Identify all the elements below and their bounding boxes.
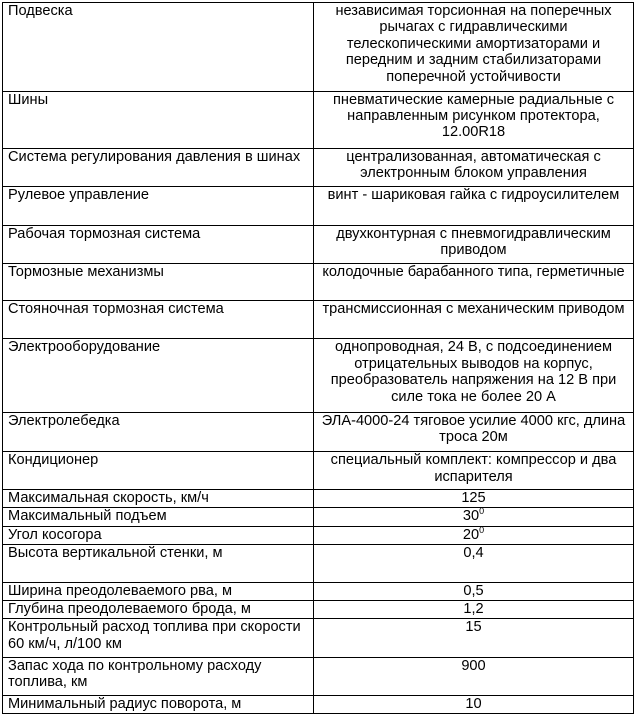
- table-row: [3, 225, 634, 263]
- table-row: [3, 490, 634, 508]
- param-cell: Контрольный расход топлива при скорости 60 км/ч, л/100 км: [3, 619, 314, 657]
- value-cell: пневматические камерные радиальные с направленным рисунком протектора, 12.00R18: [314, 91, 634, 148]
- table-row: [3, 657, 634, 695]
- table-row: [3, 301, 634, 339]
- value-cell: [314, 526, 634, 544]
- value-cell: 1,2: [314, 601, 634, 619]
- value-number: 20: [462, 526, 480, 543]
- param-cell: Тормозные механизмы: [3, 263, 314, 300]
- param-cell: Система регулирования давления в шинах: [3, 149, 314, 187]
- table-row: [3, 3, 634, 92]
- value-cell: 0,4: [314, 544, 634, 582]
- table-row: [3, 508, 634, 526]
- value-number: 30: [462, 508, 480, 525]
- param-cell: Угол косогора: [3, 526, 314, 544]
- param-cell: Подвеска: [3, 3, 314, 92]
- value-cell: винт - шариковая гайка с гидроусилителем: [314, 187, 634, 225]
- table-row: [3, 619, 634, 657]
- param-cell: Ширина преодолеваемого рва, м: [3, 583, 314, 601]
- value-cell: 900: [314, 657, 634, 695]
- value-cell: [314, 508, 634, 526]
- value-cell: колодочные барабанного типа, герметичные: [314, 263, 634, 300]
- param-cell: Рабочая тормозная система: [3, 225, 314, 263]
- value-cell: 10: [314, 695, 634, 713]
- param-cell: Максимальный подъем: [3, 508, 314, 526]
- table-row: [3, 412, 634, 451]
- param-cell: Высота вертикальной стенки, м: [3, 544, 314, 582]
- param-cell: Стояночная тормозная система: [3, 301, 314, 339]
- param-cell: Максимальная скорость, км/ч: [3, 490, 314, 508]
- table-row: [3, 339, 634, 413]
- table-row: [3, 544, 634, 582]
- table-row: [3, 263, 634, 300]
- param-cell: Электролебедка: [3, 412, 314, 451]
- table-row: [3, 149, 634, 187]
- degree-sup: 0: [479, 526, 485, 535]
- table-row: [3, 526, 634, 544]
- value-cell: трансмиссионная с механическим приводом: [314, 301, 634, 339]
- value-cell: специальный комплект: компрессор и два испарителя: [314, 452, 634, 490]
- param-cell: Запас хода по контрольному расходу топлива, км: [3, 657, 314, 695]
- value-cell: однопроводная, 24 В, с подсоединением отрицательных выводов на корпус, преобразователь напряжения на 12 В при силе тока не более 20 А: [314, 339, 634, 413]
- table-row: [3, 583, 634, 601]
- value-cell: ЭЛА-4000-24 тяговое усилие 4000 кгс, длина троса 20м: [314, 412, 634, 451]
- spec-table-body: [3, 3, 634, 714]
- spec-table: [2, 2, 634, 714]
- table-row: [3, 695, 634, 713]
- param-cell: Минимальный радиус поворота, м: [3, 695, 314, 713]
- param-cell: Кондиционер: [3, 452, 314, 490]
- param-cell: Глубина преодолеваемого брода, м: [3, 601, 314, 619]
- value-cell: 125: [314, 490, 634, 508]
- value-cell: 15: [314, 619, 634, 657]
- value-cell: централизованная, автоматическая с электронным блоком управления: [314, 149, 634, 187]
- value-cell: 0,5: [314, 583, 634, 601]
- degree-sup: 0: [479, 507, 485, 517]
- value-cell: независимая торсионная на поперечных рычагах с гидравлическими телескопическими амортизаторами и передним и задним стабилизаторами поперечной устойчивости: [314, 3, 634, 92]
- table-row: [3, 187, 634, 225]
- param-cell: Электрооборудование: [3, 339, 314, 413]
- table-row: [3, 601, 634, 619]
- param-cell: Шины: [3, 91, 314, 148]
- value-cell: двухконтурная с пневмогидравлическим приводом: [314, 225, 634, 263]
- param-cell: Рулевое управление: [3, 187, 314, 225]
- table-row: [3, 452, 634, 490]
- table-row: [3, 91, 634, 148]
